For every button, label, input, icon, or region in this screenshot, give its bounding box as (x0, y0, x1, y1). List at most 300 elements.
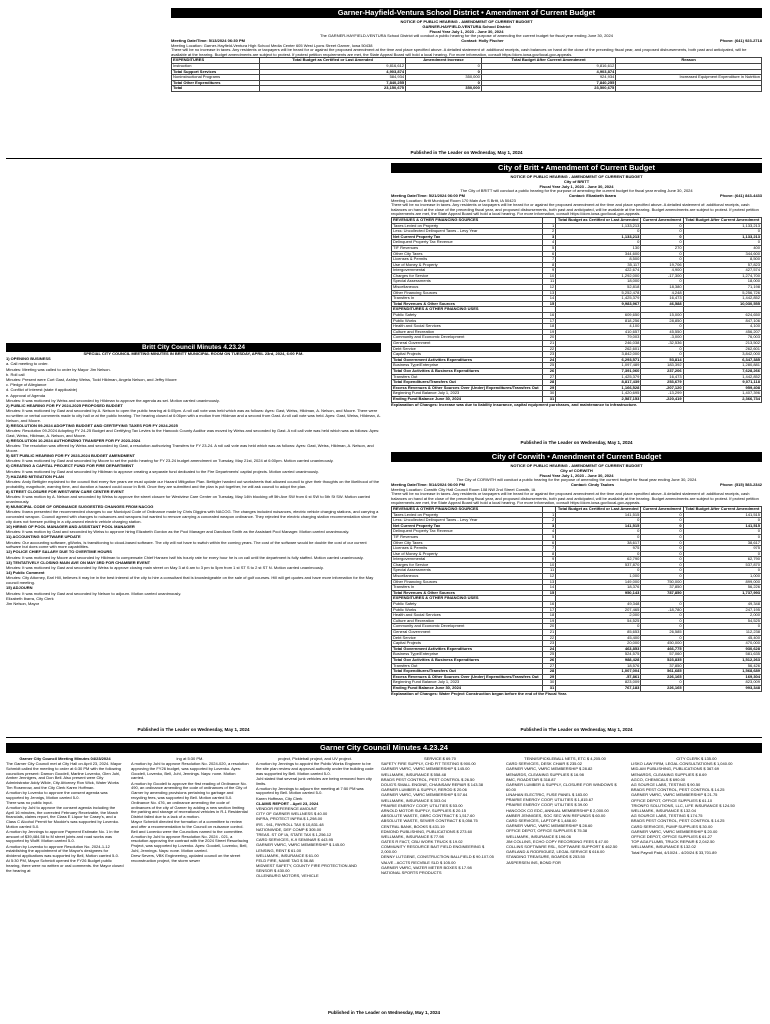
meeting-location: Meeting Location: Britt Municipal Room 170 Main Ave S Britt, IA 50423 (391, 197, 516, 203)
minutes-paragraph: Mayor Schmidt directed the formation of a committee to review and offer a recommendation to the Council on nuisance control. Bell and Lovenko were the Councilors named to the committee. (131, 819, 244, 834)
table-cell: 0 (406, 80, 482, 86)
table-cell: Business Type/Enterprise (392, 652, 543, 658)
table-cell: 37,850 (641, 663, 683, 669)
table-cell: Total Government Activities Expenditures (392, 357, 543, 363)
table-cell: 5 (543, 245, 556, 251)
table-cell: 54,525 (683, 618, 761, 624)
minutes-paragraph: A motion by Jennings to approve Payment Estimate No. 1 in the amount of $39,484.58 to M street joints and road works was supported by Wolff. Motion carried 5-0. (6, 829, 120, 844)
minutes-paragraph: BRADS PEST CONTROL, PEST CONTROL $ 26.50 (381, 776, 475, 782)
table-cell: 0 (641, 635, 683, 641)
minutes-paragraph: DENNY LUTGENE, CONSTRUCTION BALLFIELD $ 90.107.05 (381, 854, 494, 860)
britt-budget-notice (391, 175, 762, 430)
table-cell: Use of Money & Property (392, 551, 543, 557)
table-cell: EXPENDITURES & OTHER FINANCING USES (392, 307, 543, 313)
minutes-paragraph: A motion by Juhl to approve Resolution No. 2024 - 021, a resolution approving the contract with the 2024 Street Resurfacing Project, was supported by Lovenko. Ayes: Goodell, Lovenko, Bell, Juhl, Jennings. Nays: none. Motion carried. (131, 833, 249, 853)
table-cell: 0 (683, 518, 761, 524)
table-cell: 5 (543, 534, 556, 540)
table-cell: Transfers In (392, 296, 543, 302)
minutes-paragraph: 5) SET PUBLIC HEARING FOR FY 2023-2024 BUDGET AMENDMENT (6, 453, 135, 459)
minutes-paragraph: ABSOLUTE WASTE, SEWER CONTRACT $ 5,058.75 (381, 818, 478, 824)
table-cell: Other Financing Sources (392, 290, 543, 296)
minutes-paragraph: EDMOND PUBLISHING, PUBLICATIONS $ 273.60 (381, 828, 473, 834)
table-cell: 2,000 (683, 613, 761, 619)
minutes-paragraph: Minutes: Andy Bettigler explained to the council that every five years we must update our Hazard Mitigation Plan. Bettigler handed out worksheets that allowed council to give their thoughts on the likelihood of the probability, magnitude, warning time, and duration a hazard could occur in Britt. Once they are submitted and the plan is put together, he will ask council to adopt the plan. (6, 479, 380, 489)
column-header: Total Budget After Current Amendment (481, 58, 615, 64)
minutes-paragraph: WELLMARK, INSURANCE $ 61.00 (256, 852, 319, 858)
table-cell: -220,419 (641, 396, 683, 402)
column-header: Total Budget as Certified or Last Amended (260, 58, 406, 64)
garner-minutes-col1 (6, 757, 124, 1005)
table-cell: 3,842,000 (683, 352, 761, 358)
table-cell: 4,100 (556, 324, 641, 330)
published-line: Published in The Leader on Wednesday, May 1, 2024 (327, 1010, 441, 1015)
table-cell: Ending Fund Balance June 30, 2024 (392, 396, 543, 402)
minutes-paragraph: 3) RESOLUTION 09-2024 ADOPTING BUDGET AND CERTIFYING TAXES FOR FY 2024-2025 (6, 422, 178, 428)
table-cell: 253,679 (641, 380, 683, 386)
minutes-paragraph: Juhl stated that several junk vehicles are being removed from city limits. (256, 775, 372, 786)
table-cell: 0 (556, 534, 641, 540)
table-cell: 993,348 (683, 685, 761, 691)
table-cell: 1,425,379 (556, 296, 641, 302)
notice-intro: The City of CORWITH will conduct a public hearing for the purpose of amending the current budget for fiscal year ending June 30, 2024 (456, 477, 697, 483)
table-cell: 141,515 (556, 512, 641, 518)
table-cell: 11 (543, 279, 556, 285)
table-cell: 0 (641, 240, 683, 246)
table-cell: Culture and Recreation (392, 329, 543, 335)
table-cell: 750,000 (641, 579, 683, 585)
minutes-paragraph: Minutes: It was motioned by Gast and seconded by Weiss to approve closing main street on May 3 at 6 am to 3 pm to 5pm from 1 st ST S to 2 st ST N. Motion carried unanimously. (6, 565, 324, 571)
table-cell: 950,143 (556, 590, 641, 596)
minutes-paragraph: DOUG'S SMALL ENGINE, CHAINSAW REPAIR $ 143.38 (381, 782, 483, 788)
column-header: Total Budget as Certified or Last Amended (556, 506, 641, 512)
table-cell: 823,009 (556, 680, 641, 686)
minutes-paragraph: VENDOR REFERENCE AMOUNT (256, 806, 318, 812)
table-cell: 0 (641, 279, 683, 285)
table-cell: 18,000 (556, 279, 641, 285)
table-cell: Intergovernmental (392, 268, 543, 274)
notice-intro: The GARNER-HAYFIELD-VENTURA School District will conduct a public hearing for the purpose of amending the current budget for fiscal year ending June 30, 2024 (320, 33, 613, 39)
table-cell: 0 (683, 529, 761, 535)
minutes-paragraph: Minutes: It was motioned by Moore and seconded by Hildman to compensate Chief Hansen half his hourly rate for every hour he is on call until the department is fully staffed. Motion carried unanimously. (6, 554, 364, 560)
published-line: Published in The Leader on Wednesday, May 1, 2024 (137, 727, 250, 732)
garner-minutes-banner: Garner City Council Minutes 4.23.24 (6, 743, 762, 753)
table-cell: 456,207 (683, 329, 761, 335)
table-cell: Excess Revenues & Other Sources Over (Under) Expenditures/Transfers Out (392, 674, 543, 680)
minutes-paragraph: COMMUNITY RESOURCE BAIT FIELD ENGINEERING $ 2,000.00 (381, 844, 485, 855)
table-cell: 1 (543, 512, 556, 518)
meeting-location: Meeting Location: Garner-Hayfield-Ventura High School Media Center 605 West Lyons Street Garner, Iowa 50438 (171, 42, 373, 48)
table-cell: Special Assessments (392, 279, 543, 285)
table-cell: 17 (543, 607, 556, 613)
minutes-paragraph: A motion by Jennings to adjourn the meeting at 7:50 PM was supported by Bell. Motion carried 5-0. (256, 785, 364, 796)
table-cell: 262,601 (683, 346, 761, 352)
minutes-paragraph: a. Call meeting to order. (6, 361, 49, 367)
table-cell: 988,428 (556, 657, 641, 663)
table-cell: 400 (683, 245, 761, 251)
table-cell: 1,442,852 (683, 296, 761, 302)
table-cell: 0 (641, 557, 683, 563)
table-cell: 18,000 (683, 279, 761, 285)
table-cell: 20 (543, 335, 556, 341)
minutes-paragraph: A motion by Goodell to approve the first reading of Ordinance No. 490, an ordinance amending the code of ordinances of the City of Garner by amending provisions pertaining to garbage and recycling fees, was supported by Bell. Motion carried 5-0. (131, 780, 247, 800)
table-cell: Intergovernmental (392, 557, 543, 563)
table-cell: 4 (543, 240, 556, 246)
minutes-paragraph: d. Conflict of interest (state if applicable) (6, 387, 78, 393)
table-cell: 112,238 (683, 630, 761, 636)
table-cell: 19 (543, 329, 556, 335)
table-cell: 1,737,993 (683, 590, 761, 596)
minutes-paragraph: The Garner City Council met at City Hall on April 23, 2024. Mayor Schmidt called the meeting to order at 6:30 PM with the following councilors present: Damon Goodell, Marline Lovenko, Glen Juhl, Amber Jennigers, and Don Bell. Also present were City Administrator Addy Wilde, City Attorney Ron Wick, Water Works Tim Rosenrow, and the City Clerk Karen Hoffman. (6, 761, 122, 790)
table-cell: Health and Social Services (392, 613, 543, 619)
table-cell: 18 (543, 613, 556, 619)
minutes-paragraph: LENSING, RENT $ 61.00 (256, 847, 302, 853)
minutes-paragraph: GATES R FACT, CBU WORK TRUCK $ 19.02 (381, 839, 463, 845)
table-cell: Total Revenues & Other Sources (392, 590, 543, 596)
table-cell: 0 (641, 546, 683, 552)
minutes-paragraph: 6) CREATING A CAPITAL PROJECT FUND FOR FIRE DEPARTMENT (6, 463, 134, 469)
meeting-info: Meeting Date/Time: 5/13/2024 06:30 PM Contact: Holly Fischer Phone: (641) 923-2718 (171, 37, 762, 43)
table-cell: Net Current Property Tax (392, 523, 543, 529)
minutes-paragraph: SERVICE $ 69.70 (424, 757, 456, 761)
table-cell: Total Other Expenditures (172, 80, 260, 86)
table-cell: 45,400 (683, 635, 761, 641)
table-cell: 20,000 (556, 641, 641, 647)
notice-intro: The City of BRITT will conduct a public hearing for the purpose of amending the current budget for fiscal year ending June 30, 2024 (460, 188, 693, 194)
minutes-paragraph: Garner City Council Meeting Minutes 04/23/2024 (19, 757, 111, 761)
minutes-paragraph: NATIONWIDE, DEF COMP $ 305.00 (256, 826, 322, 832)
table-cell: 0 (641, 352, 683, 358)
table-cell: 30 (543, 391, 556, 397)
table-cell: 0 (556, 624, 641, 630)
table-cell: 270 (641, 245, 683, 251)
minutes-paragraph: Drew Severs, VBK Engineering, updated council on the street reconstruction project, the storm sewer (131, 853, 241, 863)
table-cell: Debt Service (392, 346, 543, 352)
table-cell: 226,165 (641, 674, 683, 680)
minutes-paragraph: FELD FIRE, NAME TAG $ 56.88 (256, 858, 314, 864)
table-cell: 56,226 (683, 585, 761, 591)
table-cell: 183,392 (641, 363, 683, 369)
table-cell: 57,823 (683, 262, 761, 268)
table-cell: 524,575 (556, 652, 641, 658)
garner-minutes-col5 (506, 757, 624, 1005)
table-cell: 16 (543, 602, 556, 608)
table-cell: Other City Taxes (392, 540, 543, 546)
table-cell: 1 (543, 223, 556, 229)
table-cell: 0 (641, 324, 683, 330)
minutes-paragraph: Minutes: Our accounting software, gWorks, is transitioning to cloud-based software. The city will not have to switch within the coming years. The cost of the software would be double the cost of our current software but does come with more capabilities. (6, 539, 367, 550)
meeting-info: Meeting Date/Time: 5/21/2024 06:00 PM Contact: Elizabeth Ibarra Phone: (641) 843-4433 (391, 192, 762, 198)
garner-hayfield-banner: Garner-Hayfield-Ventura School District • Amendment of Current Budget (171, 8, 762, 18)
table-cell: 930,628 (683, 646, 761, 652)
table-cell: 924,934 (481, 75, 615, 81)
minutes-paragraph: VALVE - ACCTS RECVBLE SLD $ 105.00 (381, 859, 456, 865)
table-row (172, 86, 762, 92)
table-cell: 29 (543, 674, 556, 680)
table-cell: 1,133,213 (683, 234, 761, 240)
meeting-location: Meeting Location: Corwith City Hall Council Room 108 NW 2nd Street Corwith, IA (391, 486, 536, 492)
table-cell: 0 (683, 568, 761, 574)
table-cell (616, 86, 762, 92)
table-cell: 62,790 (683, 557, 761, 563)
table-cell: Public Safety (392, 313, 543, 319)
table-cell: General Government (392, 630, 543, 636)
table-cell: Less: Uncollected Delinquent Taxes - Levy Year (392, 518, 543, 524)
table-cell: Other Financing Sources (392, 579, 543, 585)
table-cell: 7 (543, 257, 556, 263)
table-cell: Ending Fund Balance June 30, 2024 (392, 685, 543, 691)
table-cell: Licenses & Permits (392, 257, 543, 263)
table-cell: Net Current Property Tax (392, 234, 543, 240)
table-cell: 959,408 (683, 385, 761, 391)
table-cell: 0 (641, 618, 683, 624)
table-cell: 169,304 (683, 674, 761, 680)
table-cell: 537,870 (556, 562, 641, 568)
table-cell: 427,574 (683, 268, 761, 274)
table-cell: 16 (543, 313, 556, 319)
table-cell: 45,550 (641, 329, 683, 335)
table-cell: Public Works (392, 607, 543, 613)
britt-minutes-body (6, 352, 381, 607)
table-cell: Beginning Fund Balance July 1, 2023 (392, 391, 543, 397)
table-cell: 26,585 (641, 630, 683, 636)
table-cell: 344,600 (683, 251, 761, 257)
column-header: Current Amendment (642, 505, 682, 511)
table-cell: 463,853 (556, 646, 641, 652)
minutes-paragraph: CARD SERVICES, PUMP SUPPLIES $ 30.00 (631, 823, 713, 829)
table-cell: Increased Equipment Expenditure in Nutrition (616, 75, 762, 81)
notice-body: There will be no increase in taxes. Any residents or taxpayers will be heard for or against the proposed amendment at the time and place specified above. A detailed statement of: additional receipts, cash balances on hand at the close of the preceding fiscal year, and proposed disbursements, both past and anticipated, will be available at the hearing. Budget amendments are subject to protest. If protest petition requirements are met, the State Appeal Board will hold a local hearing. For more information, consult https://dom.iowa.gov/local-gov-appeals. (171, 47, 747, 57)
table-cell: 141,515 (683, 523, 761, 529)
minutes-paragraph: PRAIRIE ENERGY COOP, UTILITIES $ 39.00 (506, 802, 588, 808)
table-cell: Special Assessments (392, 568, 543, 574)
table-cell: 9,816,612 (481, 63, 615, 69)
minutes-paragraph: ing at 5:30 PM. (176, 757, 204, 761)
table-cell: -57,861 (556, 674, 641, 680)
table-cell: 0 (683, 534, 761, 540)
table-cell: 141,515 (556, 523, 641, 529)
table-cell: 213,502 (683, 341, 761, 347)
minutes-paragraph: A motion by Juhl to approve Resolution No. 2024-020, a resolution approving the FY26 budget, was supported by Lovenko. Ayes: Goodell, Lovenko, Bell, Juhl, Jennings. Nays: none. Motion carried. (131, 761, 249, 781)
minutes-paragraph: A motion by Lovenko to approve the consent agenda was supported by Jennigs, Motion carried 5-0. (6, 789, 108, 800)
table-cell: 56,426 (683, 663, 761, 669)
table-cell: 1,274,700 (683, 273, 761, 279)
table-cell: 23,500,675 (481, 86, 615, 92)
table-cell: 787,850 (641, 590, 683, 596)
published-line: Published in The Leader on Wednesday, May 1, 2024 (520, 440, 633, 445)
minutes-paragraph: TRIONFO SOLUTIONS, LLC, LIFE INSURANCE $ 124.50 (631, 802, 735, 808)
table-cell: 24 (543, 646, 556, 652)
minutes-paragraph: AG SOURCE LABS, TESTING $ 90.50 (631, 782, 701, 788)
table-cell: 26 (543, 368, 556, 374)
minutes-paragraph: JIM COLLINS, ECHO COPY RECORDING FEES $ 47.00 (506, 838, 609, 844)
table-cell: Total Government Activities Expenditures (392, 646, 543, 652)
minutes-paragraph: STANDING TREASURE, BOARDS $ 253.50 (506, 854, 585, 860)
table-cell: Taxes Levied on Property (392, 223, 543, 229)
minutes-paragraph: 11) ACCOUNTING SOFTWARE UPDATE (6, 534, 81, 540)
minutes-paragraph: 15) ADJOURN (6, 585, 33, 591)
table-cell: 6 (543, 251, 556, 257)
minutes-paragraph: CITY OF GARNER WELLNESS $ 40.00 (256, 811, 328, 817)
table-cell: 767,183 (556, 685, 641, 691)
table-cell: 0 (641, 562, 683, 568)
table-cell: 23,150,675 (260, 86, 406, 92)
table-cell: 2,366,734 (683, 396, 761, 402)
minutes-paragraph: Minutes: It was motioned by Gast and seconded by Moore to set the public hearing for FY 23-24 budget amendment on Tuesday, May 21st, 2024 at 6:00pm. Motion carried unanimously. (6, 458, 334, 464)
minutes-paragraph: CARD SERVICES, LAPTOP $ 1,488.00 (506, 817, 577, 823)
minutes-paragraph: Minutes: Present were Curt Gast, Ashley Weiss, Todd Hildman, Angela Nelson, and Jeffry Moore (6, 377, 177, 383)
minutes-paragraph: INFRA, PROTECT INFRA $ 1,298.00 (256, 816, 323, 822)
minutes-paragraph: AMBER JENNIGES, SOC SEC WIN REFUNDS $ 60.00 (506, 812, 606, 818)
table-cell: 350,000 (406, 86, 482, 92)
minutes-paragraph: ABSOLUTE WASTE, GBRC CONTRACT $ 1,517.60 (381, 813, 475, 819)
table-cell: 410,657 (556, 329, 641, 335)
minutes-paragraph: 8) STREET CLOSURE FOR WESTVIEW CARE CENTER EVENT (6, 488, 125, 494)
minutes-paragraph: 1) OPENING BUSINESS (6, 356, 51, 362)
table-cell: 0 (641, 523, 683, 529)
garner-hayfield-notice (171, 20, 762, 150)
table-cell: 18,576 (556, 663, 641, 669)
table-cell: 466,775 (641, 646, 683, 652)
table-cell: 584,934 (260, 75, 406, 81)
column-header: EXPENDITURES (172, 58, 260, 64)
minutes-paragraph: IRS - 941, PAYROLL TAX $ 10,831.48 (256, 821, 324, 827)
table-cell: Community and Economic Development (392, 335, 543, 341)
table-cell: Capital Projects (392, 352, 543, 358)
minutes-paragraph: OFFICE DEPOT, OFFICE SUPPLIES $ 61.27 (631, 834, 713, 840)
table-cell: 0 (556, 240, 641, 246)
table-cell: 823,009 (683, 680, 761, 686)
minutes-paragraph: BMC, ROADSTAR $ 318.87 (506, 776, 556, 782)
table-cell: Total (172, 86, 260, 92)
minutes-paragraph: GARNER VMRC, VMRC MEMBERSHIP $ 145.00 (256, 842, 345, 848)
table-cell: Capital Projects (392, 641, 543, 647)
minutes-paragraph: NATIONAL SPORTS PRODUCTS (381, 869, 442, 875)
minutes-paragraph: MENARDS, CLEANING SUPPLIES $ 16.98 (506, 771, 584, 777)
table-cell: 847,106 (683, 318, 761, 324)
table-cell: 62,790 (556, 557, 641, 563)
table-cell: 3 (543, 523, 556, 529)
minutes-paragraph: Minutes: Resolution 09-2024 Adopting FY 24-25 Budget and Certifying Tax Levies to the Hancock County Auditor was moved by Weiss and seconded by Gast. A roll call vote was held which was as follows: Ayes: Gast, Weiss, Hildman, A. Nelson, and Moore. (6, 428, 380, 438)
table-cell: 0 (641, 512, 683, 518)
table-cell: Culture and Recreation (392, 618, 543, 624)
table-cell: 1,133,213 (556, 223, 641, 229)
minutes-paragraph: JASPERSEN INS, BOND FOR (506, 859, 561, 865)
minutes-paragraph: Karen Hoffman, City Clerk (256, 795, 303, 801)
table-cell: Transfers In (392, 585, 543, 591)
minutes-paragraph: OFFICE DEPOT, OFFICE SUPPLIES $ 61.10 (631, 797, 713, 803)
table-cell: 7,840,255 (260, 80, 406, 86)
table-cell: 9,071,118 (683, 380, 761, 386)
table-cell: Miscellaneous (392, 285, 543, 291)
table-cell: 3 (543, 234, 556, 240)
table-cell: 0 (556, 529, 641, 535)
table-cell: 49,348 (556, 602, 641, 608)
table-cell: -17,300 (641, 273, 683, 279)
minutes-paragraph: WELLMARK, INSURANCE $ 132.04 (631, 808, 696, 814)
notice-body: There will be no increase in taxes. Any residents or taxpayers will be heard for or against the proposed amendment at the time and place specified above. A detailed statement of: additional receipts, cash balances on hand at the close of the preceding fiscal year, and proposed disbursements, both past and anticipated, will be available at the hearing. Budget amendments are subject to protest. If protest petition requirements are met, the State Appeal Board will hold a local hearing. For more information, consult https://dom.iowa.gov/local-gov-appeals. (391, 491, 759, 506)
table-cell: -32,536 (641, 341, 683, 347)
notice-body: There will be no increase in taxes. Any residents or taxpayers will be heard for or against the proposed amendment at the time and place specified above. A detailed statement of: additional receipts, cash balances on hand at the close of the preceding fiscal year, and proposed disbursements, both past and anticipated, will be available at the hearing. Budget amendments are subject to protest. If protest petition requirements are met, the State Appeal Board will hold a local hearing. For more information, consult https://dom.iowa.gov/local-gov-appeals. (391, 202, 759, 217)
table-cell: 8 (543, 551, 556, 557)
minutes-paragraph: COLLINS SOFTWARE RSL, SOFTWARE SUPPORT $ 462.50 (506, 843, 618, 849)
table-cell: 0 (641, 574, 683, 580)
table-cell: 6,293,571 (556, 357, 641, 363)
minutes-paragraph: GARNER VMRC, VMRC MEMBERSHIP $ 57.64 (381, 792, 468, 798)
table-cell: 1,292,000 (556, 273, 641, 279)
table-cell: 4,903,874 (260, 69, 406, 75)
table-cell: TIF Revenues (392, 245, 543, 251)
garner-minutes-col4 (381, 757, 499, 1005)
explanation: Explanation of Changes: Increase was due to liability insurance, capital equipment purchases, and maintenance to infrastructure. (391, 401, 638, 407)
table-cell: 12 (543, 285, 556, 291)
table-cell: 975 (556, 546, 641, 552)
table-cell: 350,000 (406, 75, 482, 81)
table-cell: 2,587,153 (556, 396, 641, 402)
minutes-paragraph: WELLMARK, INSURANCE $ 558.48 (381, 771, 446, 777)
britt-minutes-column (6, 163, 381, 723)
table-cell: 13 (543, 579, 556, 585)
table-cell: 20 (543, 624, 556, 630)
minutes-paragraph: Minutes: It was motioned by Weiss and seconded by Hildman to approve the agenda as set. Motion carried unanimously. (6, 397, 220, 403)
table-cell: 9,816,612 (260, 63, 406, 69)
table-cell: 0 (406, 69, 482, 75)
table-cell: 17 (543, 318, 556, 324)
table-cell: -207,120 (641, 385, 683, 391)
table-cell: 0 (683, 551, 761, 557)
table-cell: Charges for Service (392, 562, 543, 568)
table-cell: Total Expenditures/Transfers Out (392, 380, 543, 386)
minutes-paragraph: MID-AM PUBLISHING, PUBLICATIONS $ 367.69 (631, 766, 719, 772)
table-cell: 18,380 (641, 285, 683, 291)
table-cell: EXPENDITURES & OTHER FINANCING USES (392, 596, 543, 602)
explanation: Explanation of Changes: Water Project Construction began before the end of the Fiscal Year. (391, 690, 568, 696)
minutes-paragraph: 13) TENTATIVELY CLOSING MAIN AVE ON MAY 3RD FOR CHAMBER EVENT (6, 559, 151, 565)
table-cell: 28 (543, 669, 556, 675)
column-header: Total Budget After Current Amendment (683, 217, 761, 223)
table-cell: 470,000 (683, 641, 761, 647)
column-header: Total Budget After Current Amendment (683, 506, 761, 512)
minutes-paragraph: WELLMARK, INSURANCE $ 132.02 (631, 844, 696, 850)
minutes-paragraph: MIDWEST SAFETY, COUNTY FIRE PROTECTION AND SENSOR $ 430.00 (256, 863, 357, 873)
column-header: REVENUES & OTHER FINANCING SOURCES (392, 217, 543, 223)
corwith-budget-table (391, 506, 762, 692)
table-cell: 22 (543, 635, 556, 641)
table-cell: 9 (543, 268, 556, 274)
minutes-paragraph: A motion by Juhl to approve the consent agenda including the April 16 minutes, the corrected February Receivable, the March financials, claims report, the Class E Liquor for Casey's, and a Class C Alcohol Permit for Mookie's was supported by Lovenko. Motion carried 5-0. (6, 805, 120, 829)
minutes-paragraph: WELLMARK, INSURANCE $ 77.98 (381, 834, 444, 840)
table-cell: 561,685 (641, 669, 683, 675)
minutes-paragraph: project, Pickleball project, and UV project. (277, 757, 353, 761)
column-header: Current Amendment (642, 216, 682, 222)
minutes-paragraph: PRAIRIE ENERGY COOP, UTILITIES $ 53.00 (381, 802, 463, 808)
minutes-paragraph: GARNER VMRC, WATER METER BOXES $ 17.98 (381, 864, 472, 870)
table-cell: 52,818 (556, 285, 641, 291)
minutes-paragraph: e. Approval of Agenda (6, 392, 46, 398)
divider (6, 158, 762, 159)
table-cell: 21 (543, 630, 556, 636)
minutes-paragraph: WELLMARK, INSURANCE $ 303.04 (381, 797, 446, 803)
table-cell: 0 (683, 240, 761, 246)
table-cell: 2 (543, 518, 556, 524)
table-cell: 28,850 (641, 318, 683, 324)
minutes-paragraph: Minutes: Ibarra presented the recommended changes to our Municipal Code of Ordinance made by Chris Diggins with NACOG. The changes included nuisances, electric vehicle charging stations, and carrying a concealed weapon. Council agreed with changes to nuisances and weapons but wanted to remove carrying a concealed weapon ordinance. They rejected the electric charging station recommendation since the city does not foresee putting in a city-owned electric vehicle charging station. (6, 509, 379, 524)
table-cell: Total Gov Activities & Business Expenditures (392, 657, 543, 663)
minutes-paragraph: OFFICE DEPOT, OFFICE SUPPLIES $ 75.38 (506, 828, 588, 834)
table-cell: 35,117 (556, 262, 641, 268)
minutes-paragraph: Minutes: City Attorney, Earl Hill, believes it may be in the best interest of the city to hire a consultant that is knowledgeable on the sale of golf courses. Hill will get quotes and have more information for the May council meeting. (6, 575, 374, 586)
table-cell: 0 (641, 551, 683, 557)
table-cell: 1,420,695 (556, 391, 641, 397)
